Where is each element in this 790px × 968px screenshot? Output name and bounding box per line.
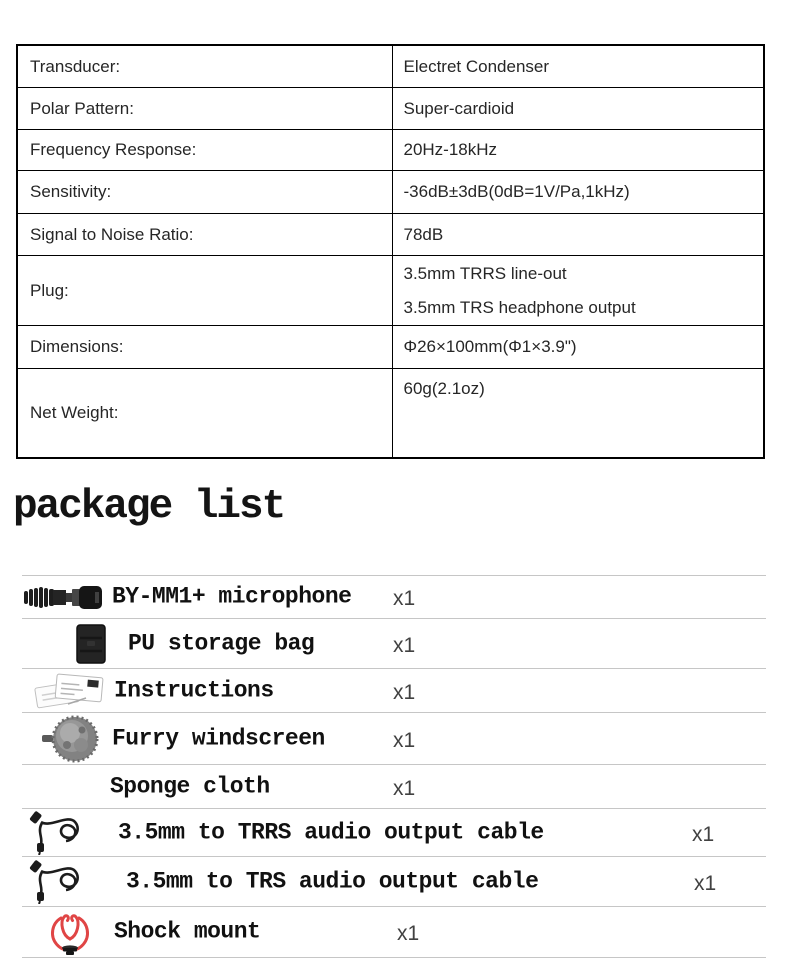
item-name: Shock mount — [114, 918, 261, 945]
list-item-storage-bag — [22, 619, 766, 669]
list-item-instructions — [22, 669, 766, 713]
spec-value: Φ26×100mm(Φ1×3.9") — [392, 326, 764, 369]
spec-value: -36dB±3dB(0dB=1V/Pa,1kHz) — [392, 171, 764, 214]
spec-label: Transducer: — [17, 45, 392, 88]
spec-label: Net Weight: — [17, 369, 392, 459]
list-item-microphone — [22, 576, 766, 619]
trrs-cable-icon — [28, 811, 90, 855]
spec-row-dimensions — [17, 326, 764, 369]
list-item-shock-mount — [22, 907, 766, 958]
spec-label: Frequency Response: — [17, 130, 392, 171]
spec-row-signal-to-noise — [17, 214, 764, 256]
item-name: 3.5mm to TRRS audio output cable — [118, 818, 544, 845]
spec-value: 20Hz-18kHz — [392, 130, 764, 171]
spec-row-frequency-response — [17, 130, 764, 171]
item-name: 3.5mm to TRS audio output cable — [126, 867, 539, 894]
spec-row-polar-pattern — [17, 88, 764, 130]
item-quantity: x1 — [393, 776, 416, 800]
item-quantity: x1 — [393, 728, 416, 752]
item-name: PU storage bag — [128, 629, 315, 656]
item-quantity: x1 — [393, 680, 416, 704]
spec-value — [392, 256, 764, 326]
storage-bag-icon — [76, 624, 106, 664]
package-list-heading: package list — [13, 484, 285, 530]
spec-row-net-weight — [17, 369, 764, 459]
item-name: BY-MM1+ microphone — [112, 583, 352, 610]
spec-value: 78dB — [392, 214, 764, 256]
list-item-trrs-cable — [22, 809, 766, 857]
item-name: Sponge cloth — [110, 772, 270, 799]
instructions-icon — [34, 673, 110, 709]
trs-cable-icon — [28, 860, 90, 904]
item-quantity: x1 — [692, 822, 715, 846]
spec-value: 60g(2.1oz) — [392, 369, 764, 459]
item-name: Furry windscreen — [112, 724, 325, 751]
spec-value-line: 3.5mm TRS headphone output — [403, 297, 636, 317]
shock-mount-icon — [44, 910, 96, 956]
spec-label: Plug: — [17, 256, 392, 326]
item-quantity: x1 — [393, 586, 416, 610]
spec-table — [16, 44, 765, 459]
item-quantity: x1 — [393, 633, 416, 657]
spec-value-line: 3.5mm TRRS line-out — [403, 263, 567, 283]
item-name: Instructions — [114, 676, 274, 703]
item-quantity: x1 — [397, 921, 420, 945]
spec-value: Super-cardioid — [392, 88, 764, 130]
package-list — [22, 575, 766, 958]
item-quantity: x1 — [694, 871, 717, 895]
spec-row-sensitivity — [17, 171, 764, 214]
list-item-trs-cable — [22, 857, 766, 907]
list-item-sponge-cloth — [22, 765, 766, 809]
furry-windscreen-icon — [42, 715, 100, 763]
spec-row-plug — [17, 256, 764, 326]
spec-label: Dimensions: — [17, 326, 392, 369]
spec-row-transducer — [17, 45, 764, 88]
list-item-furry-windscreen — [22, 713, 766, 765]
microphone-icon — [24, 583, 104, 612]
spec-value: Electret Condenser — [392, 45, 764, 88]
spec-label: Polar Pattern: — [17, 88, 392, 130]
spec-label: Sensitivity: — [17, 171, 392, 214]
spec-label: Signal to Noise Ratio: — [17, 214, 392, 256]
